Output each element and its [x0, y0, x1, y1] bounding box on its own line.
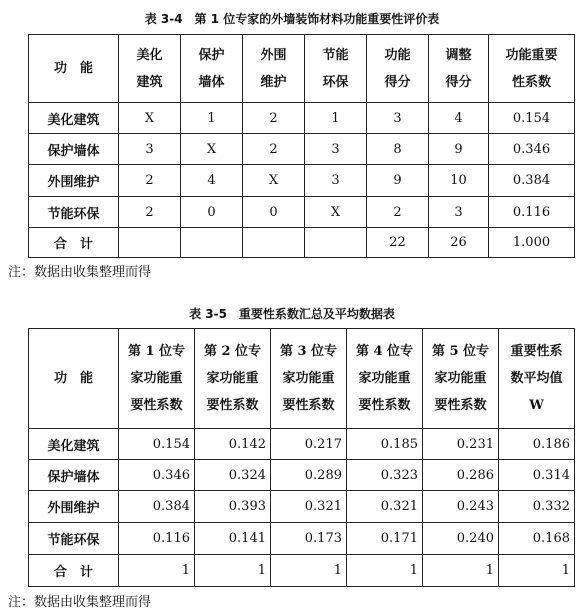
table1-col-header: 美化 建筑: [119, 35, 181, 103]
table-row: 外围维护 0.384 0.393 0.321 0.321 0.243 0.332: [29, 491, 575, 523]
table-row: 节能环保 0.116 0.141 0.173 0.171 0.240 0.168: [29, 523, 575, 555]
table2-col-header: 第 5 位专 家功能重 要性系数: [423, 329, 499, 429]
table1-col-header: 节能 环保: [305, 35, 367, 103]
table-row: 美化建筑 0.154 0.142 0.217 0.185 0.231 0.186: [29, 429, 575, 460]
table1-col-header: 保护 墙体: [181, 35, 243, 103]
table2-header-row: [29, 329, 575, 429]
table1-col-header: 外围 维护: [243, 35, 305, 103]
table2-note: 注：数据由收集整理而得: [8, 595, 152, 610]
table-row: 外围维护 2 4 X 3 9 10 0.384: [29, 165, 575, 197]
table1-note: 注：数据由收集整理而得: [8, 265, 152, 280]
table2-col-header: 第 4 位专 家功能重 要性系数: [347, 329, 423, 429]
table1-func-header: 功 能: [29, 35, 119, 103]
table-row: 美化建筑 X 1 2 1 3 4 0.154: [29, 103, 575, 134]
table2: [28, 328, 575, 587]
table2-col-header: 第 2 位专 家功能重 要性系数: [195, 329, 271, 429]
table-row: 保护墙体 3 X 2 3 8 9 0.346: [29, 134, 575, 165]
table-row: 保护墙体 0.346 0.324 0.289 0.323 0.286 0.314: [29, 460, 575, 491]
table1-col-header: 调整 得分: [429, 35, 489, 103]
table2-col-header: 第 1 位专 家功能重 要性系数: [119, 329, 195, 429]
table2-col-header: 重要性系 数平均值 W: [499, 329, 575, 429]
table1: [28, 34, 575, 258]
table2-title: 表 3-5 重要性系数汇总及平均数据表: [189, 307, 395, 321]
table-row: 节能环保 2 0 0 X 2 3 0.116: [29, 197, 575, 228]
table1-title: 表 3-4 第 1 位专家的外墙装饰材料功能重要性评价表: [144, 12, 440, 26]
table2-col-header: 第 3 位专 家功能重 要性系数: [271, 329, 347, 429]
table1-header-row: [29, 35, 575, 103]
table-total-row: 合 计 22 26 1.000: [29, 228, 575, 258]
table1-col-header: 功能重要 性系数: [489, 35, 575, 103]
table2-func-header: 功 能: [29, 329, 119, 429]
table-total-row: 合 计 1 1 1 1 1 1: [29, 555, 575, 587]
table1-col-header: 功能 得分: [367, 35, 429, 103]
